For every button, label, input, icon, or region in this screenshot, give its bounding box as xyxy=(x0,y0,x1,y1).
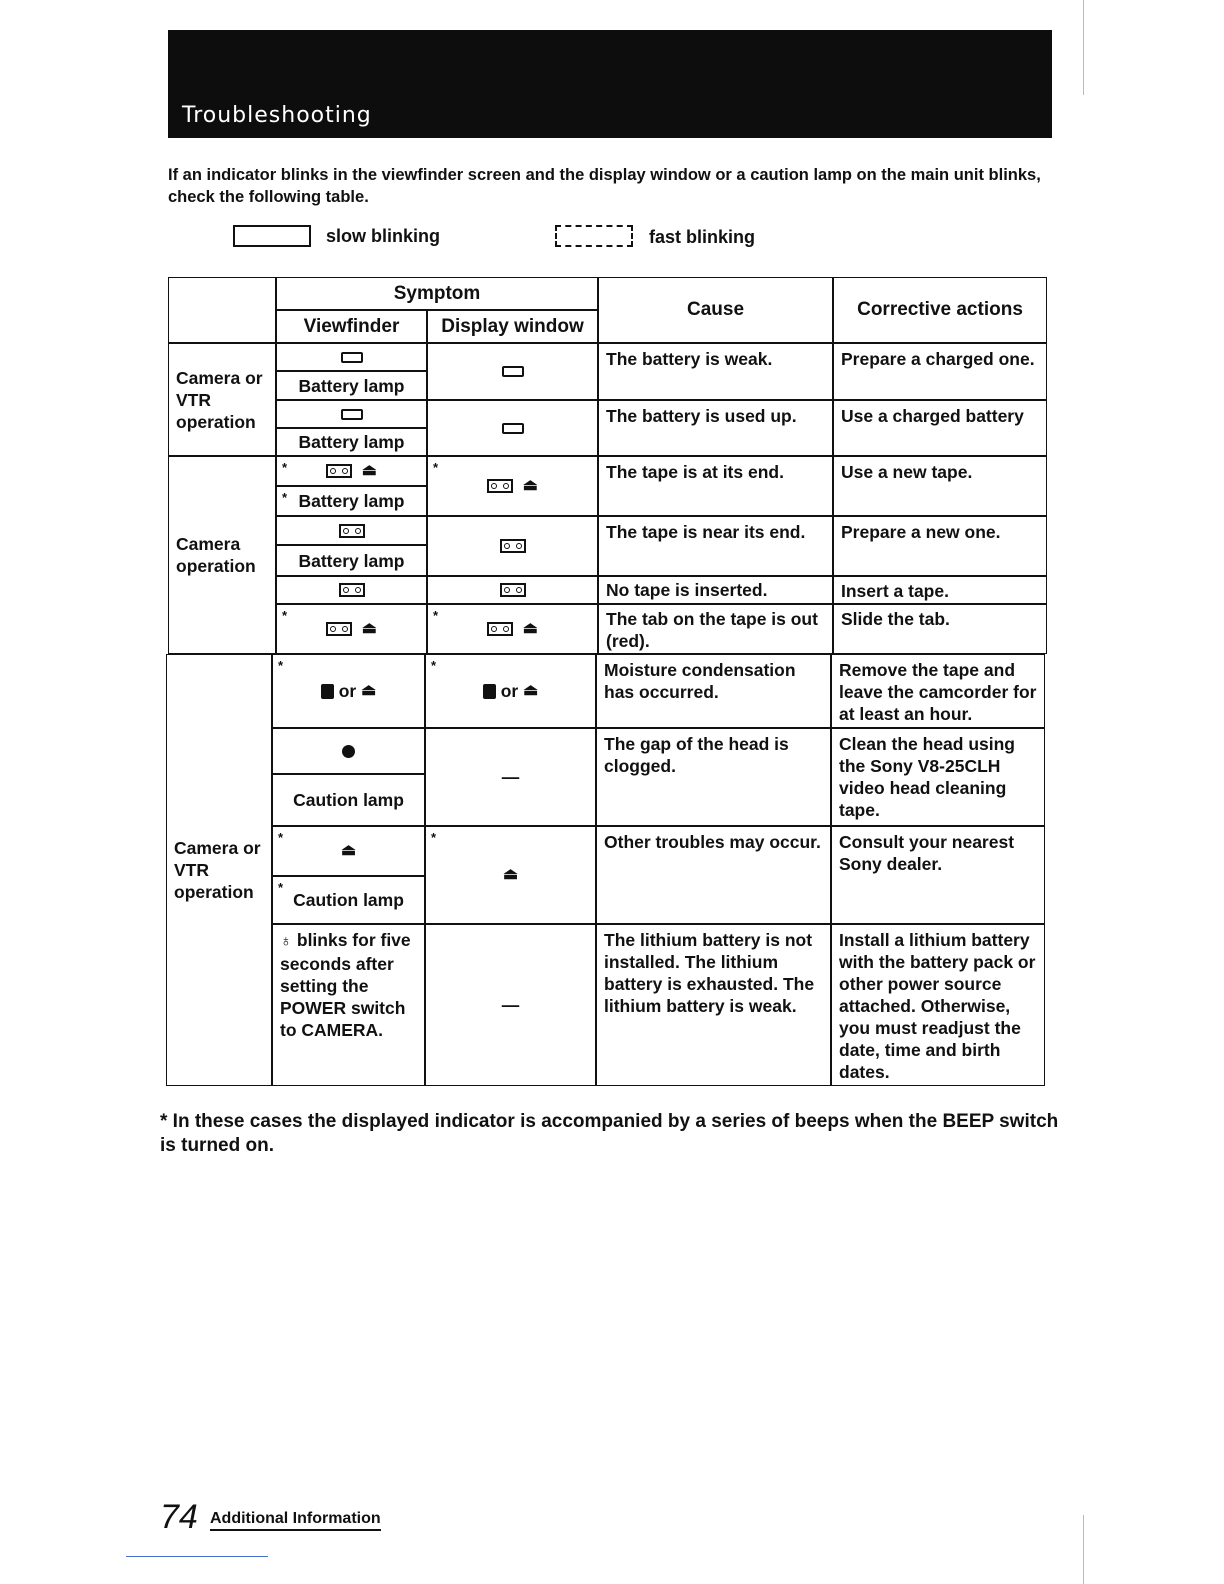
battery-icon xyxy=(502,366,524,377)
viewfinder-battery-icon-cell xyxy=(276,343,427,371)
action-cell: Clean the head using the Sony V8-25CLH video head cleaning tape. xyxy=(831,728,1045,826)
page-title: Troubleshooting xyxy=(182,103,372,128)
action-cell: Remove the tape and leave the camcorder for at least an hour. xyxy=(831,654,1045,728)
action-cell: Use a charged battery xyxy=(833,400,1047,456)
action-cell: Insert a tape. xyxy=(833,576,1047,604)
section-label: Additional Information xyxy=(210,1510,381,1531)
eject-icon: ⏏ xyxy=(522,477,538,494)
action-cell: Consult your nearest Sony dealer. xyxy=(831,826,1045,924)
display-cell: * ⏏ xyxy=(425,826,596,924)
cause-cell: The tape is at its end. xyxy=(598,456,833,516)
display-cell xyxy=(427,516,598,576)
page-edge-bottom xyxy=(1083,1515,1084,1584)
cassette-icon xyxy=(500,583,526,597)
cause-cell: The battery is used up. xyxy=(598,400,833,456)
slow-blink-box xyxy=(233,225,311,247)
viewfinder-header: Viewfinder xyxy=(276,310,427,343)
viewfinder-tape-cell xyxy=(276,576,427,604)
cause-cell: No tape is inserted. xyxy=(598,576,833,604)
eject-icon: ⏏ xyxy=(361,462,377,479)
cause-cell: Moisture condensation has occurred. xyxy=(596,654,831,728)
battery-icon xyxy=(341,409,363,420)
eject-icon: ⏏ xyxy=(523,682,539,699)
eject-icon: ⏏ xyxy=(361,682,377,699)
viewfinder-battery-lamp-cell: Battery lamp xyxy=(276,545,427,576)
header-bar xyxy=(168,30,1052,138)
corrective-actions-header: Corrective actions xyxy=(833,277,1047,343)
cassette-icon xyxy=(500,539,526,553)
table-corner xyxy=(168,277,276,343)
battery-icon xyxy=(502,423,524,434)
viewfinder-battery-icon-cell xyxy=(276,400,427,428)
cassette-icon xyxy=(339,524,365,538)
cause-cell: The battery is weak. xyxy=(598,343,833,400)
display-cell xyxy=(427,400,598,456)
eject-icon: ⏏ xyxy=(522,620,538,637)
viewfinder-tape-eject-cell: * ⏏ xyxy=(276,604,427,654)
display-cell: — xyxy=(425,924,596,1086)
viewfinder-lithium-cell: ♁ blinks for five seconds after setting the POWER switch to CAMERA. xyxy=(272,924,425,1086)
viewfinder-caution-lamp-cell: Caution lamp xyxy=(272,774,425,826)
cause-cell: The lithium battery is not installed. The lithium battery is exhausted. The lithium battery is weak. xyxy=(596,924,831,1086)
cause-header: Cause xyxy=(598,277,833,343)
viewfinder-battery-lamp-cell: * Battery lamp xyxy=(276,486,427,516)
cassette-icon xyxy=(326,464,352,478)
viewfinder-tape-eject-cell: * ⏏ xyxy=(276,456,427,486)
viewfinder-caution-lamp-cell: * Caution lamp xyxy=(272,876,425,924)
cause-cell: The tape is near its end. xyxy=(598,516,833,576)
battery-icon xyxy=(341,352,363,363)
page-number: 74 xyxy=(160,1498,198,1536)
action-cell: Slide the tab. xyxy=(833,604,1047,654)
head-clog-icon xyxy=(342,745,355,758)
moisture-icon xyxy=(483,684,496,699)
cassette-icon xyxy=(487,479,513,493)
footnote: * In these cases the displayed indicator is accompanied by a series of beeps when the BEEP switch is turned on. xyxy=(160,1111,1059,1156)
cassette-icon xyxy=(326,622,352,636)
action-cell: Prepare a new one. xyxy=(833,516,1047,576)
viewfinder-head-icon-cell xyxy=(272,728,425,774)
display-cell xyxy=(427,343,598,400)
viewfinder-moisture-cell: * or ⏏ xyxy=(272,654,425,728)
slow-blink-label: slow blinking xyxy=(326,226,441,246)
page-edge-top xyxy=(1083,0,1084,95)
symptom-header: Symptom xyxy=(276,277,598,310)
display-cell: * ⏏ xyxy=(427,604,598,654)
lithium-battery-icon: ♁ xyxy=(280,933,292,950)
cause-cell: The gap of the head is clogged. xyxy=(596,728,831,826)
action-cell: Install a lithium battery with the battery pack or other power source attached. Otherwise, you must readjust the date, time and birth dates. xyxy=(831,924,1045,1086)
viewfinder-tape-cell xyxy=(276,516,427,545)
bottom-rule xyxy=(126,1556,268,1557)
viewfinder-battery-lamp-cell: Battery lamp xyxy=(276,371,427,400)
display-cell: — xyxy=(425,728,596,826)
cause-cell: The tab on the tape is out (red). xyxy=(598,604,833,654)
display-cell: * ⏏ xyxy=(427,456,598,516)
display-window-header: Display window xyxy=(427,310,598,343)
action-cell: Prepare a charged one. xyxy=(833,343,1047,400)
viewfinder-eject-cell: * ⏏ xyxy=(272,826,425,876)
group-label: Camera operation xyxy=(168,456,276,654)
eject-icon: ⏏ xyxy=(502,866,519,883)
cause-cell: Other troubles may occur. xyxy=(596,826,831,924)
eject-icon: ⏏ xyxy=(361,620,377,637)
display-cell: * or ⏏ xyxy=(425,654,596,728)
eject-icon: ⏏ xyxy=(340,842,357,859)
action-cell: Use a new tape. xyxy=(833,456,1047,516)
cassette-icon xyxy=(487,622,513,636)
fast-blink-label: fast blinking xyxy=(649,227,756,247)
cassette-icon xyxy=(339,583,365,597)
viewfinder-battery-lamp-cell: Battery lamp xyxy=(276,428,427,456)
intro-text: If an indicator blinks in the viewfinder screen and the display window or a caution lamp on the main unit blinks, check the following table. xyxy=(168,166,1041,206)
fast-blink-box xyxy=(555,225,633,247)
display-cell xyxy=(427,576,598,604)
moisture-icon xyxy=(321,684,334,699)
group-label: Camera or VTR operation xyxy=(168,343,276,456)
group-label: Camera or VTR operation xyxy=(166,654,272,1086)
